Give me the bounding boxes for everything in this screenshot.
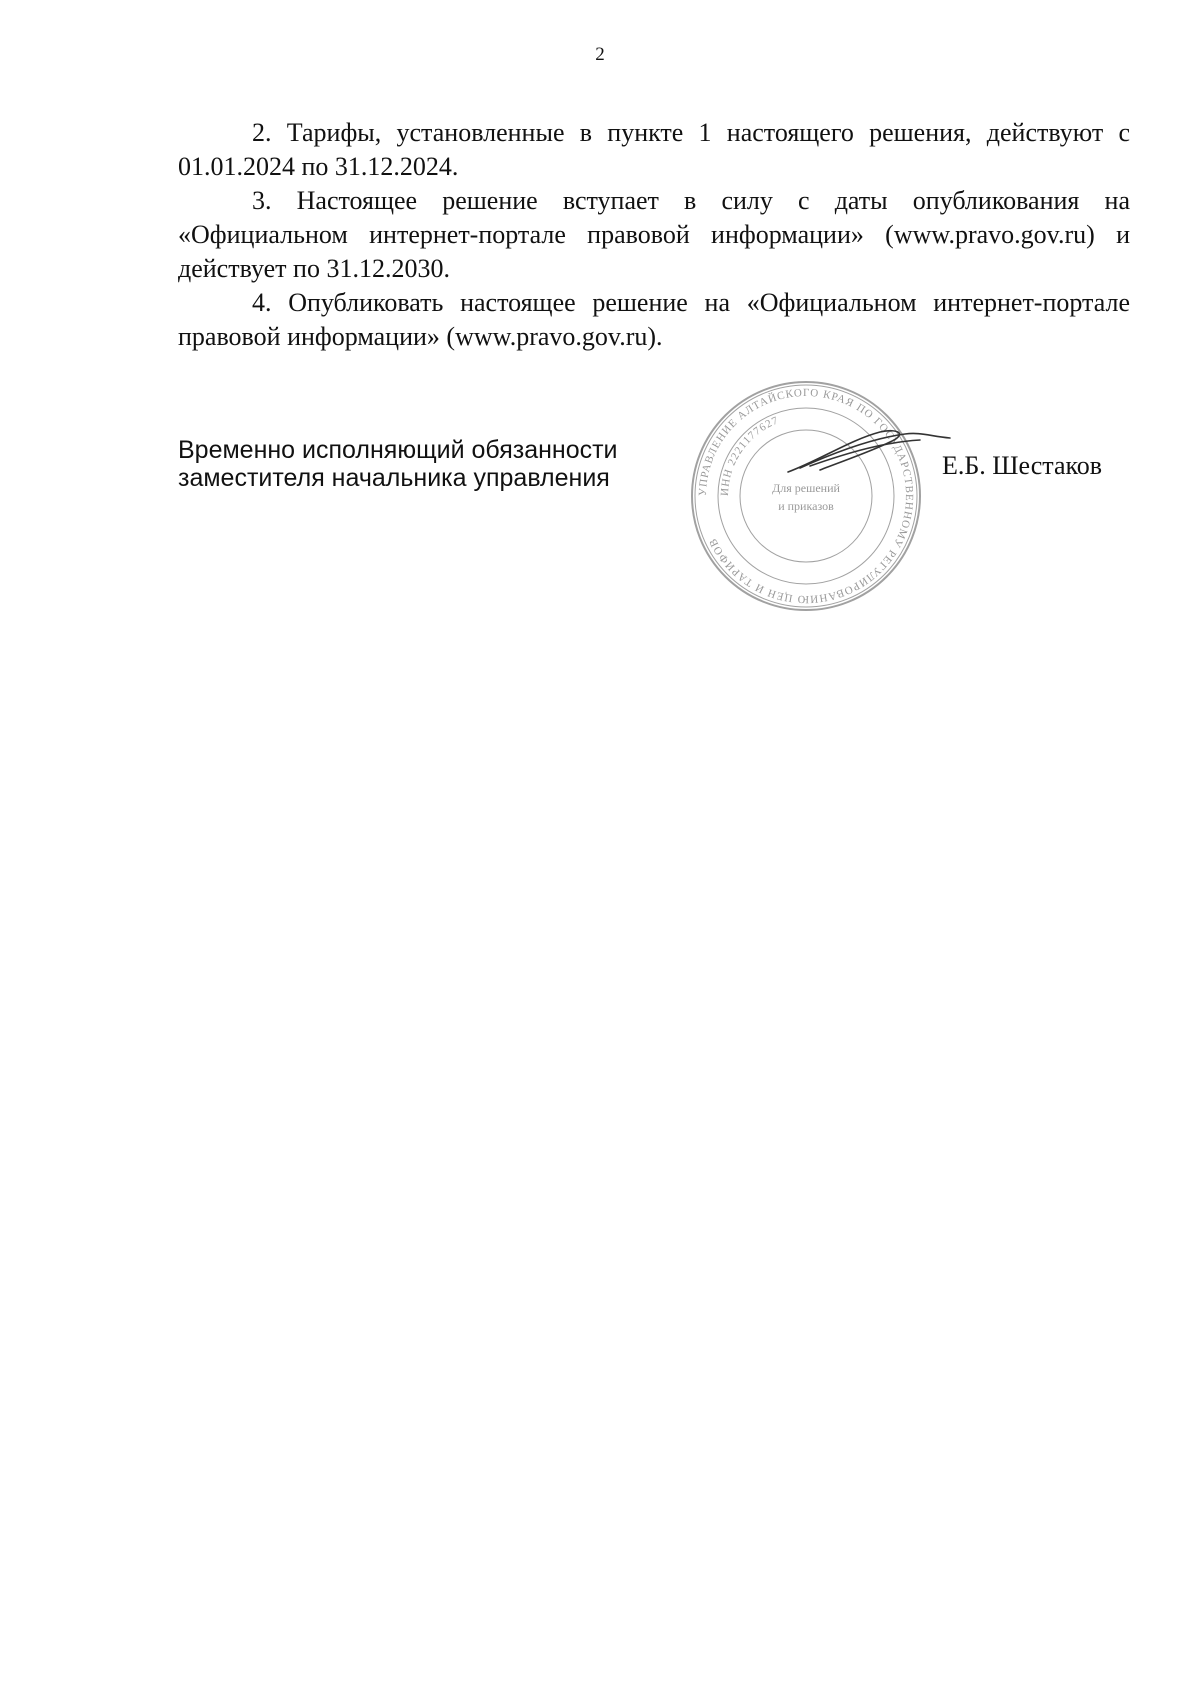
page-number: 2: [595, 44, 605, 65]
signatory-position-line-1: Временно исполняющий обязанности: [178, 436, 618, 464]
signatory-position: [178, 436, 658, 492]
clause-2: 2. Тарифы, установленные в пункте 1 настоящего решения, действуют с 01.01.2024 по 31.12.2024.: [178, 118, 1130, 181]
handwritten-signature: [780, 420, 960, 490]
seal-outer-text: УПРАВЛЕНИЕ АЛТАЙСКОГО КРАЯ ПО ГОСУДАРСТВЕННОМУ РЕГУЛИРОВАНИЮ ЦЕН И ТАРИФОВ: [696, 386, 916, 606]
signatory-name: Е.Б. Шестаков: [942, 451, 1103, 480]
document-body: [178, 116, 1130, 354]
clause-4: 4. Опубликовать настоящее решение на «Официальном интернет-портале правовой информации» (www.pravo.gov.ru).: [178, 288, 1130, 351]
seal-inn-text: ИНН 2221177627: [718, 414, 781, 497]
official-seal: [688, 378, 924, 614]
seal-center-line-1: Для решений: [772, 481, 840, 495]
signatory-position-line-2: заместителя начальника управления: [178, 464, 610, 492]
clause-3: 3. Настоящее решение вступает в силу с даты опубликования на «Официальном интернет-портале правовой информации» (www.pravo.gov.ru) и действует по 31.12.2030.: [178, 186, 1130, 283]
seal-center-line-2: и приказов: [778, 499, 834, 513]
